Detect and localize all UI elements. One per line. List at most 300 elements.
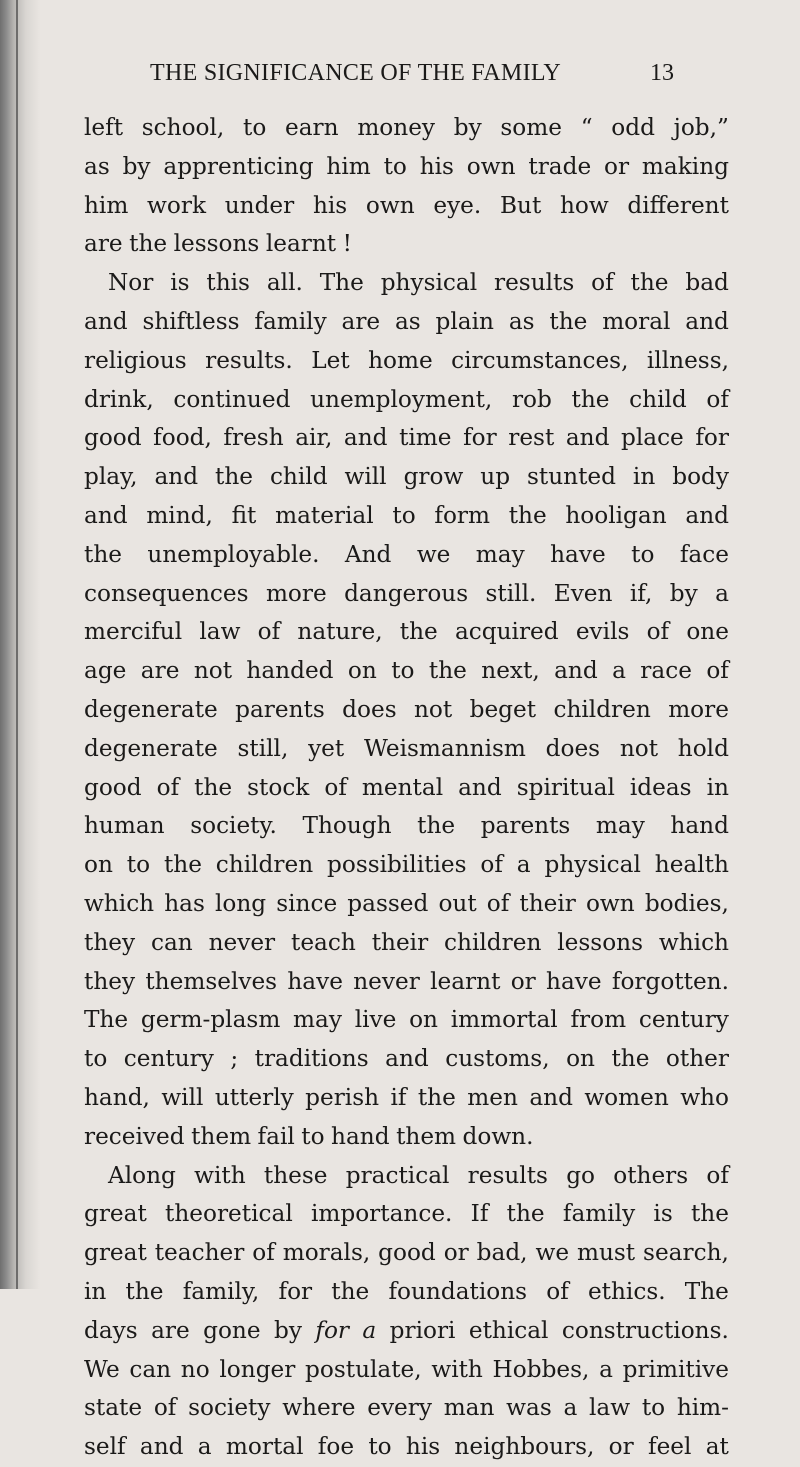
word: every xyxy=(367,1394,432,1422)
word: body xyxy=(672,463,729,491)
text-line xyxy=(84,691,729,730)
word: learnt xyxy=(265,230,337,258)
word: a xyxy=(516,851,531,879)
word: which xyxy=(658,928,729,956)
word: of xyxy=(324,773,347,801)
word: constructions. xyxy=(561,1316,729,1344)
word: we xyxy=(416,540,451,568)
word: and xyxy=(84,307,128,335)
word: have xyxy=(287,967,343,995)
word: lessons xyxy=(557,928,643,956)
word: great xyxy=(84,1239,147,1267)
word: child xyxy=(269,463,328,491)
word: lessons xyxy=(173,230,260,258)
word: or xyxy=(604,152,630,180)
word: as xyxy=(508,307,535,335)
word: they xyxy=(84,967,136,995)
text-line xyxy=(84,458,729,497)
word: with xyxy=(431,1355,483,1383)
word: society xyxy=(188,1394,271,1422)
word: food, xyxy=(153,424,212,452)
word: trade xyxy=(528,152,592,180)
word: or xyxy=(510,967,536,995)
text-line xyxy=(84,1389,729,1428)
word: still, xyxy=(237,734,289,762)
word: longer xyxy=(219,1355,296,1383)
word: themselves xyxy=(145,967,278,995)
word: is xyxy=(653,1200,673,1228)
word: traditions xyxy=(254,1045,369,1073)
word: long xyxy=(214,889,267,917)
text-line xyxy=(84,730,729,769)
word: may xyxy=(293,1006,342,1034)
word: all. xyxy=(266,269,303,297)
word: to xyxy=(301,1122,325,1150)
word: utterly xyxy=(214,1083,294,1111)
word: century xyxy=(638,1006,729,1034)
word: others xyxy=(613,1161,689,1189)
word: are xyxy=(151,1316,190,1344)
text-line xyxy=(84,885,729,924)
word: apprenticing xyxy=(163,152,314,180)
word: and xyxy=(84,501,128,529)
word: parents xyxy=(480,812,571,840)
word: We xyxy=(84,1355,120,1383)
word: Let xyxy=(311,346,350,374)
word: odd xyxy=(611,114,655,141)
word: shiftless xyxy=(142,307,240,335)
word: mortal xyxy=(225,1433,304,1461)
word: consequences xyxy=(84,579,249,607)
text-line xyxy=(84,1040,729,1079)
word: foe xyxy=(317,1433,355,1461)
body-text xyxy=(84,109,729,1467)
word: more xyxy=(265,579,327,607)
text-line xyxy=(84,613,729,652)
word: the xyxy=(125,1277,164,1305)
word: eye. xyxy=(433,191,482,219)
word: hand, xyxy=(84,1083,150,1111)
word: to xyxy=(368,1433,392,1461)
word: the xyxy=(428,657,467,685)
text-line xyxy=(84,1428,729,1467)
word: home xyxy=(368,346,433,374)
word: spiritual xyxy=(516,773,615,801)
word: child xyxy=(629,385,687,413)
word: the xyxy=(194,773,233,801)
word: society. xyxy=(190,812,277,840)
text-line xyxy=(84,148,729,187)
word: money xyxy=(357,114,436,141)
word: and xyxy=(565,424,610,452)
word: on xyxy=(84,851,113,879)
word: down. xyxy=(462,1122,534,1150)
word: live xyxy=(354,1006,397,1034)
word: Weismannism xyxy=(363,734,526,762)
word: hand xyxy=(331,1122,390,1150)
book-gutter-shadow xyxy=(0,0,40,1289)
word: rest xyxy=(508,424,555,452)
text-line xyxy=(84,1118,729,1157)
word: on xyxy=(566,1045,595,1073)
word: health xyxy=(654,851,729,879)
word: not xyxy=(619,734,659,762)
word: good xyxy=(378,1239,436,1267)
word: physical xyxy=(380,269,478,297)
word: play, xyxy=(84,463,138,491)
word: results. xyxy=(205,346,293,374)
word: the xyxy=(399,618,438,646)
word: self xyxy=(84,1433,126,1461)
word: more xyxy=(668,695,729,723)
word: to xyxy=(392,501,416,529)
word: have xyxy=(546,967,602,995)
word: and xyxy=(529,1083,573,1111)
word: learnt xyxy=(430,967,501,995)
text-line xyxy=(84,652,729,691)
word: Along xyxy=(108,1161,176,1189)
word: drink, xyxy=(84,385,154,413)
word: at xyxy=(705,1433,729,1461)
word: of xyxy=(646,618,670,646)
word: age xyxy=(84,657,127,685)
word: family, xyxy=(182,1277,260,1305)
word: immortal xyxy=(450,1006,558,1034)
word: primitive xyxy=(622,1355,729,1383)
word: degenerate xyxy=(84,695,218,723)
word: continued xyxy=(173,385,291,413)
word: no xyxy=(180,1355,210,1383)
word: Even xyxy=(553,579,613,607)
word: Hobbes, xyxy=(492,1355,590,1383)
word: this xyxy=(206,269,250,297)
word: family xyxy=(562,1200,636,1228)
word: does xyxy=(342,695,397,723)
word: teach xyxy=(291,928,356,956)
word: the xyxy=(331,1277,370,1305)
text-line xyxy=(84,497,729,536)
word: germ-plasm xyxy=(140,1006,281,1034)
word: results xyxy=(493,269,575,297)
word: fit xyxy=(231,501,257,529)
word: from xyxy=(570,1006,627,1034)
word: where xyxy=(282,1394,356,1422)
word: priori xyxy=(389,1316,456,1344)
word: illness, xyxy=(646,346,729,374)
word: them xyxy=(191,1122,252,1150)
text-line xyxy=(84,381,729,420)
word: beget xyxy=(469,695,537,723)
word: to xyxy=(631,540,655,568)
word: a xyxy=(563,1394,578,1422)
word: And xyxy=(344,540,392,568)
word: which xyxy=(84,889,155,917)
word: search, xyxy=(643,1239,729,1267)
word: a xyxy=(599,1355,613,1383)
word: as xyxy=(84,152,110,180)
word: of xyxy=(706,1161,729,1189)
word: postulate, xyxy=(305,1355,422,1383)
word: degenerate xyxy=(84,734,218,762)
word: to xyxy=(243,114,267,141)
word: own xyxy=(365,191,415,219)
word: in xyxy=(632,463,656,491)
word: bodies, xyxy=(644,889,729,917)
word: will xyxy=(161,1083,204,1111)
word: hand xyxy=(670,812,729,840)
word: neighbours, xyxy=(454,1433,595,1461)
word: the xyxy=(417,1083,456,1111)
word: them xyxy=(396,1122,457,1150)
word: law xyxy=(199,618,241,646)
word: by xyxy=(274,1316,302,1344)
word: own xyxy=(466,152,516,180)
text-line xyxy=(84,1157,729,1196)
word: unemployment, xyxy=(310,385,493,413)
word: on xyxy=(409,1006,438,1034)
text-line xyxy=(84,419,729,458)
word: theoretical xyxy=(165,1200,293,1228)
word: of xyxy=(252,1239,275,1267)
word: the xyxy=(630,269,669,297)
word: The xyxy=(684,1277,729,1305)
word: forgotten. xyxy=(611,967,729,995)
word: But xyxy=(499,191,542,219)
word: who xyxy=(680,1083,729,1111)
word: time xyxy=(399,424,452,452)
word: mind, xyxy=(146,501,213,529)
word: state xyxy=(84,1394,143,1422)
word: some xyxy=(500,114,562,141)
word: and xyxy=(154,463,199,491)
word: of xyxy=(480,851,503,879)
word: and xyxy=(343,424,388,452)
word: practical xyxy=(345,1161,450,1189)
word: we xyxy=(535,1239,570,1267)
word: him- xyxy=(676,1394,729,1422)
word: out xyxy=(438,889,477,917)
word: of xyxy=(156,773,180,801)
word: century xyxy=(123,1045,214,1073)
word: possibilities xyxy=(327,851,467,879)
word: ethical xyxy=(468,1316,549,1344)
page-number: 13 xyxy=(650,60,674,86)
word: as xyxy=(394,307,421,335)
word: for xyxy=(463,424,497,452)
word: dangerous xyxy=(344,579,469,607)
word: stock xyxy=(247,773,310,801)
word: a xyxy=(715,579,729,607)
word: is xyxy=(170,269,190,297)
word: morals, xyxy=(282,1239,371,1267)
word: they xyxy=(84,928,136,956)
word: for xyxy=(695,424,729,452)
word: The xyxy=(84,1006,129,1034)
word: unemployable. xyxy=(147,540,320,568)
word: does xyxy=(545,734,601,762)
word: the xyxy=(611,1045,650,1073)
word: of xyxy=(486,889,510,917)
text-line xyxy=(84,225,729,264)
word: mental xyxy=(361,773,444,801)
text-line xyxy=(84,303,729,342)
word: with xyxy=(194,1161,246,1189)
running-head: THE SIGNIFICANCE OF THE FAMILY xyxy=(150,60,562,86)
word: of xyxy=(546,1277,569,1305)
word: how xyxy=(559,191,609,219)
text-line xyxy=(84,109,729,148)
word: are xyxy=(341,307,381,335)
word: religious xyxy=(84,346,187,374)
word: nature, xyxy=(297,618,383,646)
word: a xyxy=(197,1433,212,1461)
word: children xyxy=(444,928,542,956)
word: by xyxy=(122,152,151,180)
text-line xyxy=(84,1351,729,1390)
word: parents xyxy=(235,695,325,723)
word: in xyxy=(706,773,729,801)
word: and xyxy=(685,307,729,335)
text-line xyxy=(84,264,729,303)
word: his xyxy=(419,152,454,180)
word: human xyxy=(84,812,165,840)
word: yet xyxy=(308,734,345,762)
word: good xyxy=(84,424,142,452)
word: gone xyxy=(203,1316,261,1344)
word: man xyxy=(443,1394,495,1422)
word: children xyxy=(215,851,314,879)
word: days xyxy=(84,1316,138,1344)
text-line xyxy=(84,846,729,885)
word: hooligan xyxy=(565,501,667,529)
word: of xyxy=(706,657,729,685)
word: stunted xyxy=(527,463,616,491)
word: may xyxy=(475,540,525,568)
word: to xyxy=(383,152,407,180)
word: him xyxy=(84,191,129,219)
word: circumstances, xyxy=(451,346,629,374)
word: their xyxy=(371,928,429,956)
word: must xyxy=(576,1239,636,1267)
word: never xyxy=(208,928,276,956)
word: the xyxy=(215,463,253,491)
word: under xyxy=(224,191,295,219)
word: grow xyxy=(403,463,464,491)
word: acquired xyxy=(454,618,559,646)
word: the xyxy=(549,307,588,335)
word: to xyxy=(84,1045,108,1073)
word: received xyxy=(84,1122,185,1150)
word: foundations xyxy=(388,1277,528,1305)
word: left xyxy=(84,114,124,141)
word: fail xyxy=(257,1122,295,1150)
text-line xyxy=(84,924,729,963)
text-line xyxy=(84,1273,729,1312)
word: importance. xyxy=(310,1200,453,1228)
word: job,” xyxy=(673,114,729,141)
word: his xyxy=(312,191,348,219)
word: race xyxy=(640,657,692,685)
word: the xyxy=(690,1200,729,1228)
word: up xyxy=(480,463,511,491)
word: the xyxy=(129,230,168,258)
word: passed xyxy=(347,889,429,917)
word: the xyxy=(163,851,202,879)
word: men xyxy=(467,1083,518,1111)
text-line xyxy=(84,342,729,381)
word: to xyxy=(391,657,415,685)
word: are xyxy=(84,230,123,258)
word: customs, xyxy=(445,1045,550,1073)
word: the xyxy=(571,385,610,413)
word: handed xyxy=(246,657,334,685)
word: and xyxy=(554,657,598,685)
word: plain xyxy=(435,307,494,335)
word: teacher xyxy=(154,1239,245,1267)
word: material xyxy=(275,501,374,529)
word: face xyxy=(679,540,729,568)
word: the xyxy=(417,812,456,840)
word: a xyxy=(612,657,626,685)
word: if, xyxy=(629,579,653,607)
word: perish xyxy=(305,1083,380,1111)
word: If xyxy=(470,1200,489,1228)
word: good xyxy=(84,773,142,801)
word: to xyxy=(641,1394,666,1422)
word: evils xyxy=(575,618,630,646)
word: since xyxy=(276,889,338,917)
word: children xyxy=(553,695,651,723)
word: was xyxy=(506,1394,552,1422)
word: have xyxy=(550,540,606,568)
word: has xyxy=(164,889,205,917)
word: ; xyxy=(230,1045,239,1073)
word: to xyxy=(126,851,151,879)
word: still. xyxy=(485,579,537,607)
word: or xyxy=(443,1239,469,1267)
word: making xyxy=(641,152,729,180)
word: other xyxy=(665,1045,729,1073)
word: school, xyxy=(141,114,225,141)
word: are xyxy=(140,657,180,685)
word: on xyxy=(347,657,377,685)
word: Nor xyxy=(108,269,154,297)
word: in xyxy=(84,1277,107,1305)
text-line xyxy=(84,536,729,575)
word: The xyxy=(319,269,364,297)
word: Though xyxy=(302,812,392,840)
word: and xyxy=(385,1045,429,1073)
word: may xyxy=(595,812,645,840)
word: physical xyxy=(544,851,641,879)
word: bad, xyxy=(476,1239,528,1267)
word: of xyxy=(153,1394,177,1422)
word: by xyxy=(453,114,482,141)
word: for xyxy=(278,1277,313,1305)
word: family xyxy=(254,307,327,335)
text-line xyxy=(84,769,729,808)
text-line xyxy=(84,575,729,614)
word: the xyxy=(508,501,547,529)
word: merciful xyxy=(84,618,183,646)
text-line xyxy=(84,963,729,1002)
word: place xyxy=(620,424,684,452)
word: for xyxy=(315,1316,349,1344)
word: feel xyxy=(647,1433,692,1461)
word: women xyxy=(584,1083,669,1111)
text-line xyxy=(84,1234,729,1273)
word: results xyxy=(467,1161,548,1189)
